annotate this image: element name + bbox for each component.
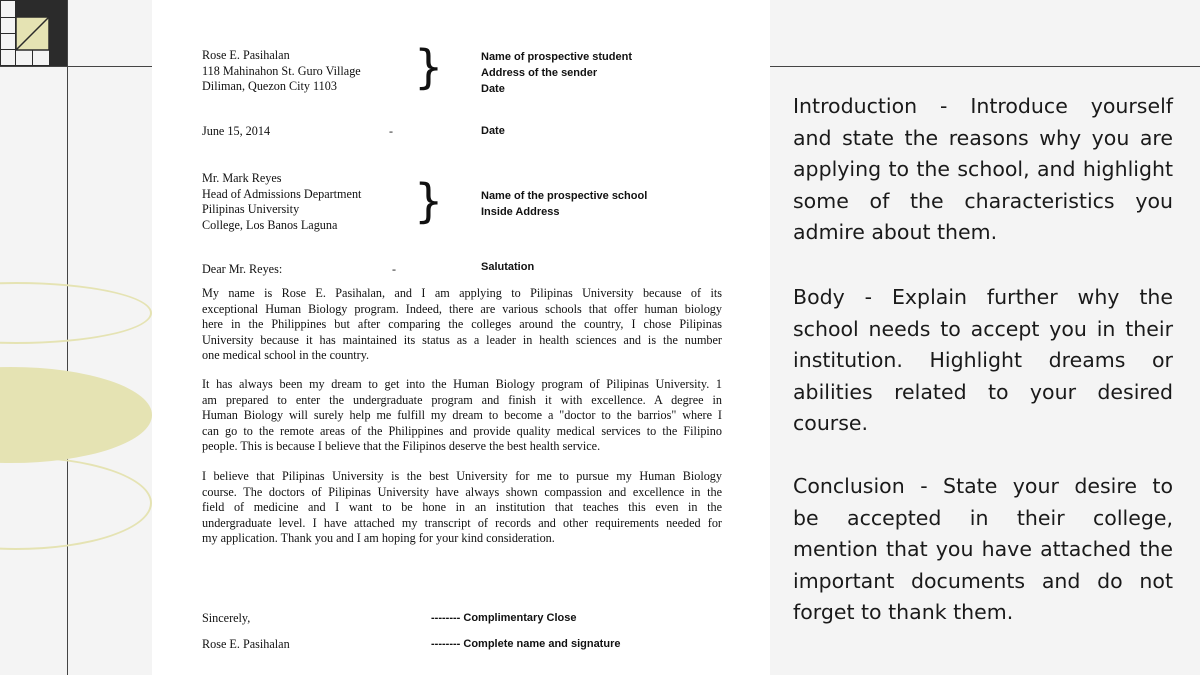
paragraph-3-line: I believe that Pilipinas University is the best University for me to pursue my Human Biology xyxy=(202,469,722,483)
recipient-name: Mr. Mark Reyes xyxy=(202,171,282,185)
horizontal-divider-left xyxy=(0,66,152,67)
introduction-description xyxy=(793,91,1173,249)
sender-address-block xyxy=(202,48,361,95)
brace-inside-address: } xyxy=(414,174,444,228)
paragraph-3-line: course. The doctors of Pilipinas University have always shown compassion and excellence in the xyxy=(202,484,722,499)
closing-dashes: -------- xyxy=(431,612,461,624)
date-dash: - xyxy=(389,124,393,138)
conclusion-line: be accepted in their college, xyxy=(793,505,1173,530)
brace-sender: } xyxy=(414,40,444,94)
recipient-location: College, Los Banos Laguna xyxy=(202,217,338,232)
body-line: school needs to accept you in their xyxy=(793,316,1173,341)
recipient-school: Pilipinas University xyxy=(202,202,300,216)
signature-name: Rose E. Pasihalan xyxy=(202,637,290,651)
conclusion-line: mention that you have attached the xyxy=(793,537,1173,562)
body-paragraph-2 xyxy=(202,377,722,455)
conclusion-description xyxy=(793,471,1173,629)
label-date-2: Date xyxy=(481,125,505,137)
horizontal-divider-right xyxy=(770,66,1200,67)
closing-annotation xyxy=(431,610,576,626)
introduction-line: Introduction - Introduce yourself xyxy=(793,94,1173,118)
label-salutation: Salutation xyxy=(481,261,535,273)
label-sender-address: Address of the sender xyxy=(481,67,598,79)
recipient-title: Head of Admissions Department xyxy=(202,186,362,201)
body-description xyxy=(793,282,1173,440)
label-complete-name: Complete name and signature xyxy=(463,638,621,650)
letter-date: June 15, 2014 xyxy=(202,124,271,138)
inside-address-block xyxy=(202,171,361,233)
sender-name: Rose E. Pasihalan xyxy=(202,48,290,62)
corner-grid-decoration xyxy=(0,0,67,66)
introduction-line: admire about them. xyxy=(793,220,998,245)
salutation-text: Dear Mr. Reyes: xyxy=(202,262,283,276)
introduction-line: some of the characteristics you xyxy=(793,188,1173,213)
decorative-ring-top xyxy=(0,282,152,344)
label-inside-address: Inside Address xyxy=(481,206,560,218)
signature-dashes: -------- xyxy=(431,638,461,650)
salutation-dash: - xyxy=(392,262,396,276)
decorative-ring-bottom xyxy=(0,456,152,550)
body-line: course. xyxy=(793,411,869,436)
body-line: Body - Explain further why the xyxy=(793,285,1173,309)
sample-letter xyxy=(152,0,770,675)
paragraph-2-line: It has always been my dream to get into the Human Biology program of Pilipinas University. 1 xyxy=(202,377,722,391)
paragraph-3-line: my application. Thank you and I am hoping for your kind consideration. xyxy=(202,531,555,545)
body-line: institution. Highlight dreams or xyxy=(793,348,1173,373)
sender-labels xyxy=(481,49,632,97)
paragraph-1-line: My name is Rose E. Pasihalan, and I am applying to Pilipinas University because of its xyxy=(202,286,722,300)
paragraph-3-line: undergraduate level. I have attached my transcript of records and other requirements needed for xyxy=(202,515,722,530)
paragraph-2-line: can go to the remote areas of the Philippines and provide quality medical services to the Filipino xyxy=(202,423,722,438)
paragraph-3-line: field of medicine and I want to be hone in an institution that teaches this even in the xyxy=(202,500,722,514)
conclusion-line: Conclusion - State your desire to xyxy=(793,474,1173,498)
sender-city: Diliman, Quezon City 1103 xyxy=(202,79,337,93)
paragraph-1-line: exceptional Human Biology program. Indeed, there are various schools that offer human biology xyxy=(202,301,722,316)
label-complimentary-close: Complimentary Close xyxy=(463,612,577,624)
conclusion-line: important documents and do not xyxy=(793,568,1173,593)
paragraph-2-line: am prepared to enter the undergraduate program and finish it with excellence. A degree in xyxy=(202,392,722,407)
inside-address-labels xyxy=(481,188,647,220)
body-line: abilities related to your desired xyxy=(793,379,1173,404)
body-paragraph-3 xyxy=(202,469,722,547)
introduction-line: and state the reasons why you are xyxy=(793,125,1173,150)
paragraph-1-line: here in the Philippines but after comparing the colleges around the country, I chose Pilipinas xyxy=(202,317,722,331)
label-prospective-student: Name of prospective student xyxy=(481,51,632,63)
body-paragraph-1 xyxy=(202,286,722,364)
sender-street: 118 Mahinahon St. Guro Village xyxy=(202,63,361,78)
paragraph-1-line: one medical school in the country. xyxy=(202,348,370,362)
complimentary-close: Sincerely, xyxy=(202,611,251,625)
decorative-ellipse-filled xyxy=(0,367,152,463)
conclusion-line: forget to thank them. xyxy=(793,600,1014,625)
paragraph-1-line: University because it has maintained its status as a leader in health sciences and is the number xyxy=(202,332,722,347)
paragraph-2-line: Human Biology will surely help me fulfill my dream to become a "doctor to the barrios" where I xyxy=(202,408,722,422)
paragraph-2-line: people. This is because I believe that the Filipinos deserve the best health service. xyxy=(202,439,601,453)
introduction-line: applying to the school, and highlight xyxy=(793,157,1173,182)
label-prospective-school: Name of the prospective school xyxy=(481,190,648,202)
label-date-1: Date xyxy=(481,83,505,95)
signature-annotation xyxy=(431,636,620,652)
